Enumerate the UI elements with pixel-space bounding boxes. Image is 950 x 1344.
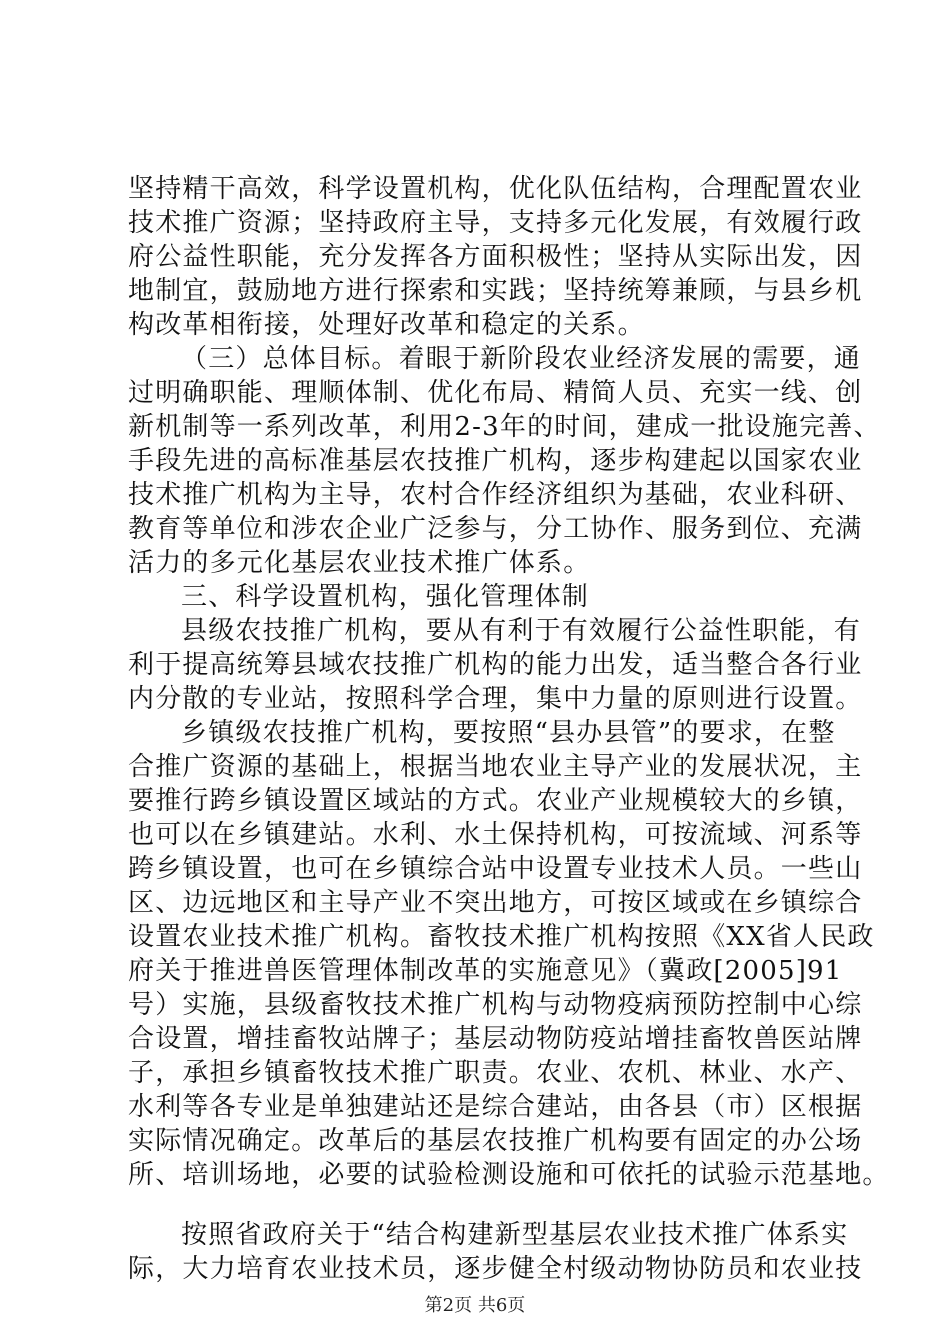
text-line: 教育等单位和涉农企业广泛参与，分工协作、服务到位、充满 bbox=[128, 514, 863, 544]
text-line: 按照省政府关于“结合构建新型基层农业技术推广体系实 bbox=[181, 1220, 849, 1250]
text-line: 所、培训场地，必要的试验检测设施和可依托的试验示范基地。 bbox=[128, 1160, 890, 1190]
text-line: 合推广资源的基础上，根据当地农业主导产业的发展状况，主 bbox=[128, 752, 863, 782]
text-line: 要推行跨乡镇设置区域站的方式。农业产业规模较大的乡镇， bbox=[128, 786, 863, 816]
text-line: 构改革相衔接，处理好改革和稳定的关系。 bbox=[128, 310, 645, 340]
text-line: 县级农技推广机构，要从有利于有效履行公益性职能，有 bbox=[181, 616, 862, 646]
text-line: 际，大力培育农业技术员，逐步健全村级动物协防员和农业技 bbox=[128, 1254, 863, 1284]
text-line: 新机制等一系列改革，利用2-3年的时间，建成一批设施完善、 bbox=[128, 412, 881, 442]
text-line: 水利等各专业是单独建站还是综合建站，由各县（市）区根据 bbox=[128, 1092, 863, 1122]
text-line: 坚持精干高效，科学设置机构，优化队伍结构，合理配置农业 bbox=[128, 174, 863, 204]
text-line: 府公益性职能，充分发挥各方面积极性；坚持从实际出发，因 bbox=[128, 242, 863, 272]
page-number-footer: 第2页 共6页 bbox=[424, 1295, 526, 1316]
text-line: 设置农业技术推广机构。畜牧技术推广机构按照《XX省人民政 bbox=[128, 922, 875, 952]
text-line: 过明确职能、理顺体制、优化布局、精简人员、充实一线、创 bbox=[128, 378, 863, 408]
text-line: 府关于推进兽医管理体制改革的实施意见》（冀政[2005]91 bbox=[128, 956, 843, 986]
text-line: 利于提高统筹县域农技推广机构的能力出发，适当整合各行业 bbox=[128, 650, 863, 680]
text-line: 号）实施，县级畜牧技术推广机构与动物疫病预防控制中心综 bbox=[128, 990, 863, 1020]
text-line: 子，承担乡镇畜牧技术推广职责。农业、农机、林业、水产、 bbox=[128, 1058, 863, 1088]
text-line: 技术推广机构为主导，农村合作经济组织为基础，农业科研、 bbox=[128, 480, 863, 510]
text-line: 区、边远地区和主导产业不突出地方，可按区域或在乡镇综合 bbox=[128, 888, 863, 918]
text-line: 活力的多元化基层农业技术推广体系。 bbox=[128, 548, 591, 578]
text-line: 乡镇级农技推广机构，要按照“县办县管”的要求，在整 bbox=[181, 718, 836, 748]
text-line: 跨乡镇设置，也可在乡镇综合站中设置专业技术人员。一些山 bbox=[128, 854, 863, 884]
section-heading: 三、科学设置机构，强化管理体制 bbox=[181, 582, 590, 612]
text-line: 地制宜，鼓励地方进行探索和实践；坚持统筹兼顾，与县乡机 bbox=[128, 276, 863, 306]
text-line: 也可以在乡镇建站。水利、水土保持机构，可按流域、河系等 bbox=[128, 820, 863, 850]
text-line: 手段先进的高标准基层农技推广机构，逐步构建起以国家农业 bbox=[128, 446, 863, 476]
text-line: 合设置，增挂畜牧站牌子；基层动物防疫站增挂畜牧兽医站牌 bbox=[128, 1024, 863, 1054]
text-line: （三）总体目标。着眼于新阶段农业经济发展的需要，通 bbox=[181, 344, 862, 374]
text-line: 技术推广资源；坚持政府主导，支持多元化发展，有效履行政 bbox=[128, 208, 863, 238]
text-line: 内分散的专业站，按照科学合理，集中力量的原则进行设置。 bbox=[128, 684, 863, 714]
text-line: 实际情况确定。改革后的基层农技推广机构要有固定的办公场 bbox=[128, 1126, 863, 1156]
